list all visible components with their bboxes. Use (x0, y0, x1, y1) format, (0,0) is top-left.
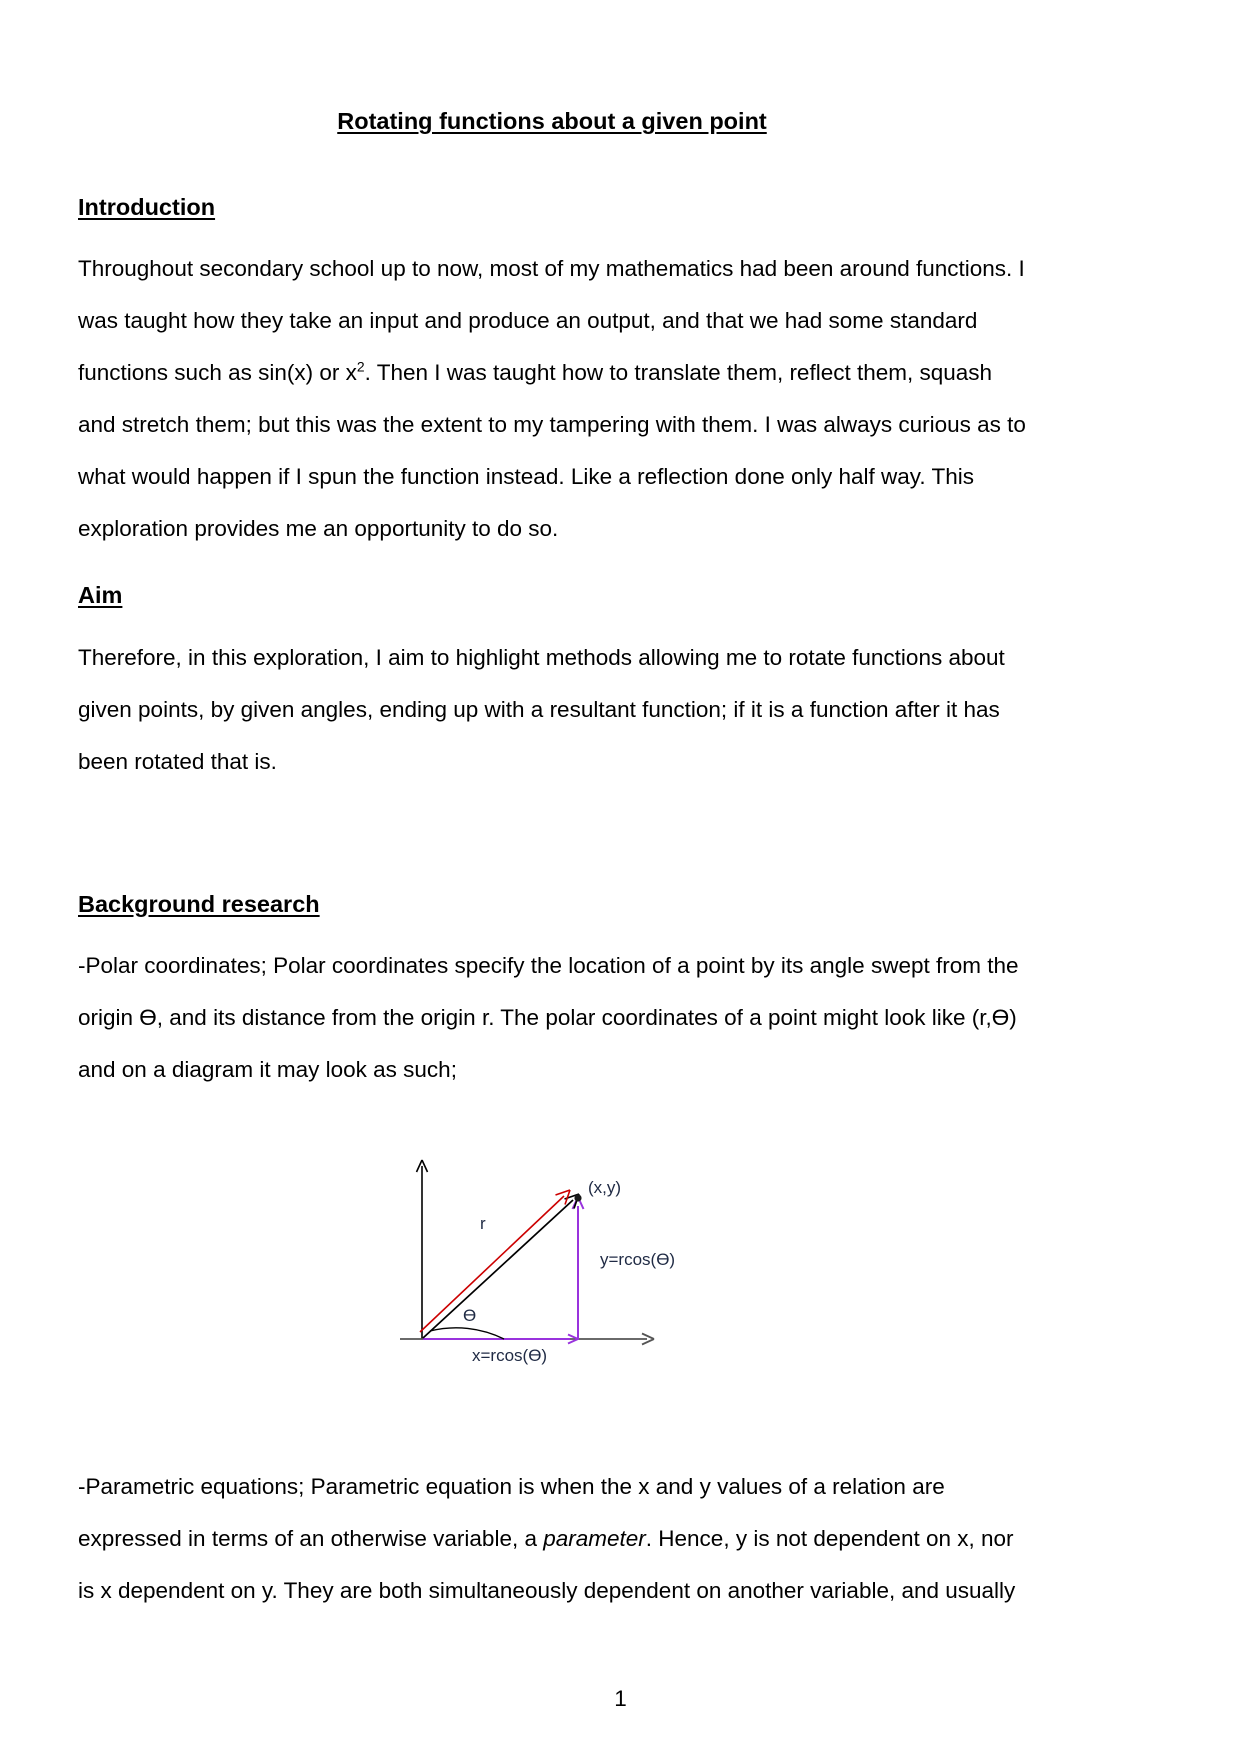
section-heading-aim (78, 581, 1026, 609)
introduction-text-part2: . Then I was taught how to translate them, reflect them, squash and stretch them; but this was the extent to my tampering with them. I was always curious as to what would happen if I spun the function instead. Like a reflection done only half way. This exploration provides me an opportunity to do so. (78, 360, 1026, 542)
figure-container (78, 1154, 1026, 1389)
page-number: 1 (614, 1686, 627, 1711)
spacer (78, 221, 1026, 243)
section-heading-aim-text: Aim (78, 582, 123, 609)
section-heading-introduction (78, 193, 1026, 221)
x-component-arrow (423, 1334, 578, 1343)
introduction-paragraph (78, 243, 1026, 555)
section-heading-introduction-text: Introduction (78, 194, 216, 221)
angle-sweep-vector (420, 1190, 570, 1332)
spacer (78, 918, 1026, 940)
polar-coordinates-paragraph: -Polar coordinates; Polar coordinates specify the location of a point by its angle swept from the origin Ө, and its distance from the origin r. The polar coordinates of a point might look like (r,Ө) and on a diagram it may look as such; (78, 952, 1019, 1082)
introduction-text-part1: Throughout secondary school up to now, most of my mathematics had been around functions. I was taught how they take an input and produce an output, and that we had some standard functions such as sin(x) or x (78, 256, 1025, 386)
section-heading-background-research-text: Background research (78, 890, 320, 917)
parametric-text-part1: -Parametric equations; Parametric equation is when the x and y values of a relation are expressed in terms of an otherwise variable, a (78, 1473, 945, 1551)
aim-paragraph: Therefore, in this exploration, I aim to highlight methods allowing me to rotate functions about given points, by given angles, ending up with a resultant function; if it is a function after it has been rotated that is. (78, 644, 1005, 774)
parametric-italic-word: parameter (543, 1525, 646, 1551)
point-marker (574, 1194, 581, 1201)
label-x-component: x=rcos(Ө) (472, 1345, 548, 1365)
page-title-text: Rotating functions about a given point (337, 108, 767, 134)
parametric-text-part2: . Hence, y is not dependent on x, nor is x dependent on y. They are both simultaneously dependent on another variable, and usually (78, 1525, 1016, 1603)
spacer (78, 788, 1026, 860)
label-y-component: y=rcos(Ө) (600, 1249, 676, 1269)
spacer (78, 1096, 1026, 1154)
label-point-xy: (x,y) (588, 1177, 622, 1197)
document-content (78, 0, 1026, 1617)
angle-arc (430, 1328, 504, 1339)
superscript-two: 2 (356, 358, 365, 375)
spacer (78, 1389, 1026, 1461)
page-title (78, 0, 1026, 135)
y-axis (417, 1160, 428, 1339)
polar-coordinates-diagram (392, 1154, 712, 1389)
radius-vector (423, 1194, 579, 1338)
spacer (78, 610, 1026, 632)
spacer (78, 860, 1026, 890)
y-component-arrow (573, 1197, 584, 1340)
label-angle-theta: Ө (463, 1305, 477, 1325)
section-heading-background-research (78, 890, 1026, 918)
label-radius: r (480, 1213, 486, 1233)
spacer (78, 135, 1026, 193)
parametric-equations-paragraph (78, 1461, 1026, 1617)
spacer (78, 555, 1026, 581)
